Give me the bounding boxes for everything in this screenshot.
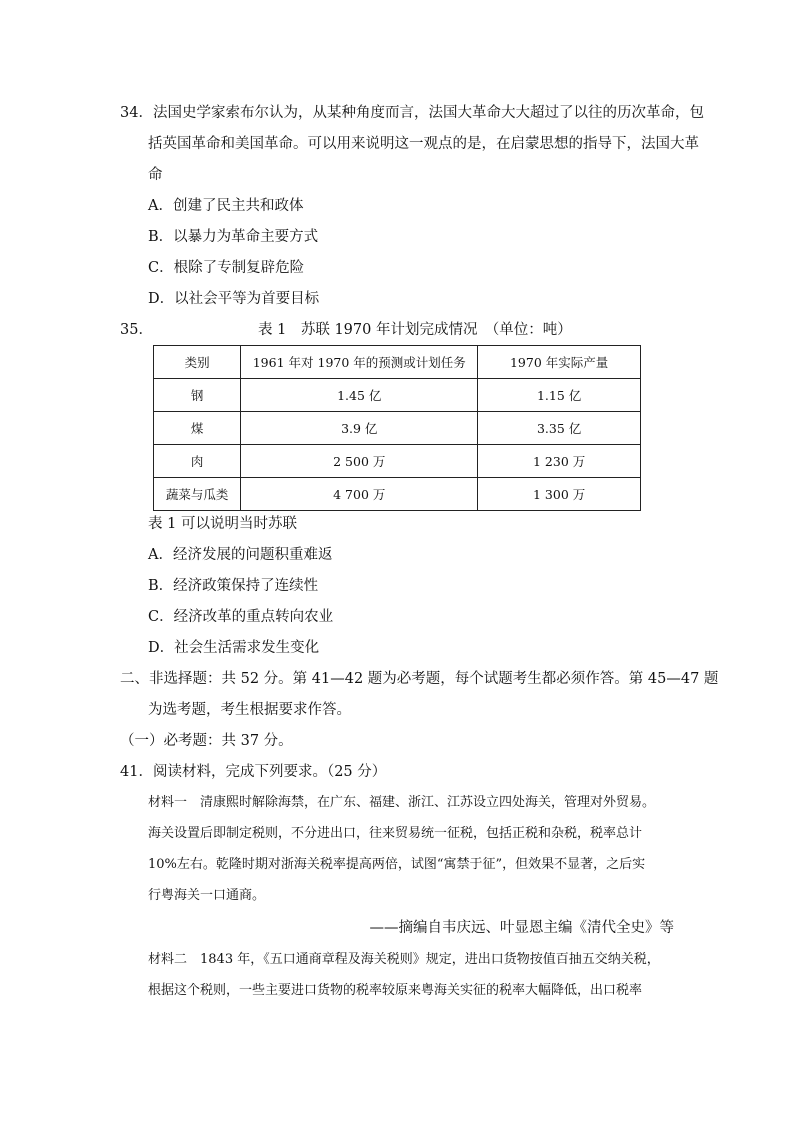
table-cell: 1.15 亿	[478, 379, 641, 412]
q34-option-c: C．根除了专制复辟危险	[148, 260, 305, 276]
material-1-line-2: 海关设置后即制定税则，不分进出口，往来贸易统一征税，包括正税和杂税，税率总计	[148, 826, 643, 841]
section2-heading-line-2: 为选考题，考生根据要求作答。	[148, 702, 351, 718]
material-2-line-2: 根据这个税则，一些主要进口货物的税率较原来粤海关实征的税率大幅降低，出口税率	[148, 983, 643, 998]
material-1-line-1: 材料一 清康熙时解除海禁，在广东、福建、浙江、江苏设立四处海关，管理对外贸易。	[148, 795, 656, 810]
table-title: 表 1 苏联 1970 年计划完成情况 （单位：吨）	[258, 322, 572, 338]
table-cell: 1 300 万	[478, 478, 641, 511]
table-cell: 煤	[154, 412, 241, 445]
q35-number: 35．	[120, 322, 153, 338]
material-1-source: ——摘编自韦庆远、叶显恩主编《清代全史》等	[369, 920, 674, 936]
table-cell: 4 700 万	[241, 478, 478, 511]
header-plan: 1961 年对 1970 年的预测或计划任务	[241, 346, 478, 379]
q41-stem: 41．阅读材料，完成下列要求。（25 分）	[120, 764, 387, 780]
table-cell: 1.45 亿	[241, 379, 478, 412]
section2-sub-heading: （一）必考题：共 37 分。	[120, 733, 293, 749]
table-row	[154, 445, 641, 478]
q34-option-d: D．以社会平等为首要目标	[148, 291, 320, 307]
table-header-row	[154, 346, 641, 379]
material-1-line-4: 行粤海关一口通商。	[148, 888, 266, 903]
header-category: 类别	[154, 346, 241, 379]
material-1-line-3: 10%左右。乾隆时期对浙海关税率提高两倍，试图“寓禁于征”，但效果不显著，之后实	[148, 857, 646, 872]
q35-option-c: C．经济改革的重点转向农业	[148, 609, 334, 625]
material-2-line-1: 材料二 1843 年，《五口通商章程及海关税则》规定，进出口货物按值百抽五交纳关税，	[148, 952, 660, 967]
q34-stem-line-1: 34．法国史学家索布尔认为，从某种角度而言，法国大革命大大超过了以往的历次革命，包	[120, 105, 704, 121]
table-cell: 3.9 亿	[241, 412, 478, 445]
table-row	[154, 379, 641, 412]
q35-option-d: D．社会生活需求发生变化	[148, 640, 320, 656]
table-cell: 1 230 万	[478, 445, 641, 478]
q34-option-b: B．以暴力为革命主要方式	[148, 229, 319, 245]
q34-stem-line-3: 命	[148, 167, 163, 183]
table-cell: 钢	[154, 379, 241, 412]
q34-stem-line-2: 括英国革命和美国革命。可以用来说明这一观点的是，在启蒙思想的指导下，法国大革	[148, 136, 699, 152]
table-cell: 2 500 万	[241, 445, 478, 478]
plan-completion-table	[153, 345, 641, 511]
section2-heading-line-1: 二、非选择题：共 52 分。第 41—42 题为必考题，每个试题考生都必须作答。第 45—47 题	[120, 671, 719, 687]
q35-option-b: B．经济政策保持了连续性	[148, 578, 319, 594]
table-cell: 3.35 亿	[478, 412, 641, 445]
table-row	[154, 412, 641, 445]
header-actual: 1970 年实际产量	[478, 346, 641, 379]
table-cell: 肉	[154, 445, 241, 478]
table-row	[154, 478, 641, 511]
q35-option-a: A．经济发展的问题积重难返	[148, 547, 333, 563]
q35-stem: 表 1 可以说明当时苏联	[148, 516, 297, 532]
q34-option-a: A．创建了民主共和政体	[148, 198, 304, 214]
table-cell: 蔬菜与瓜类	[154, 478, 241, 511]
